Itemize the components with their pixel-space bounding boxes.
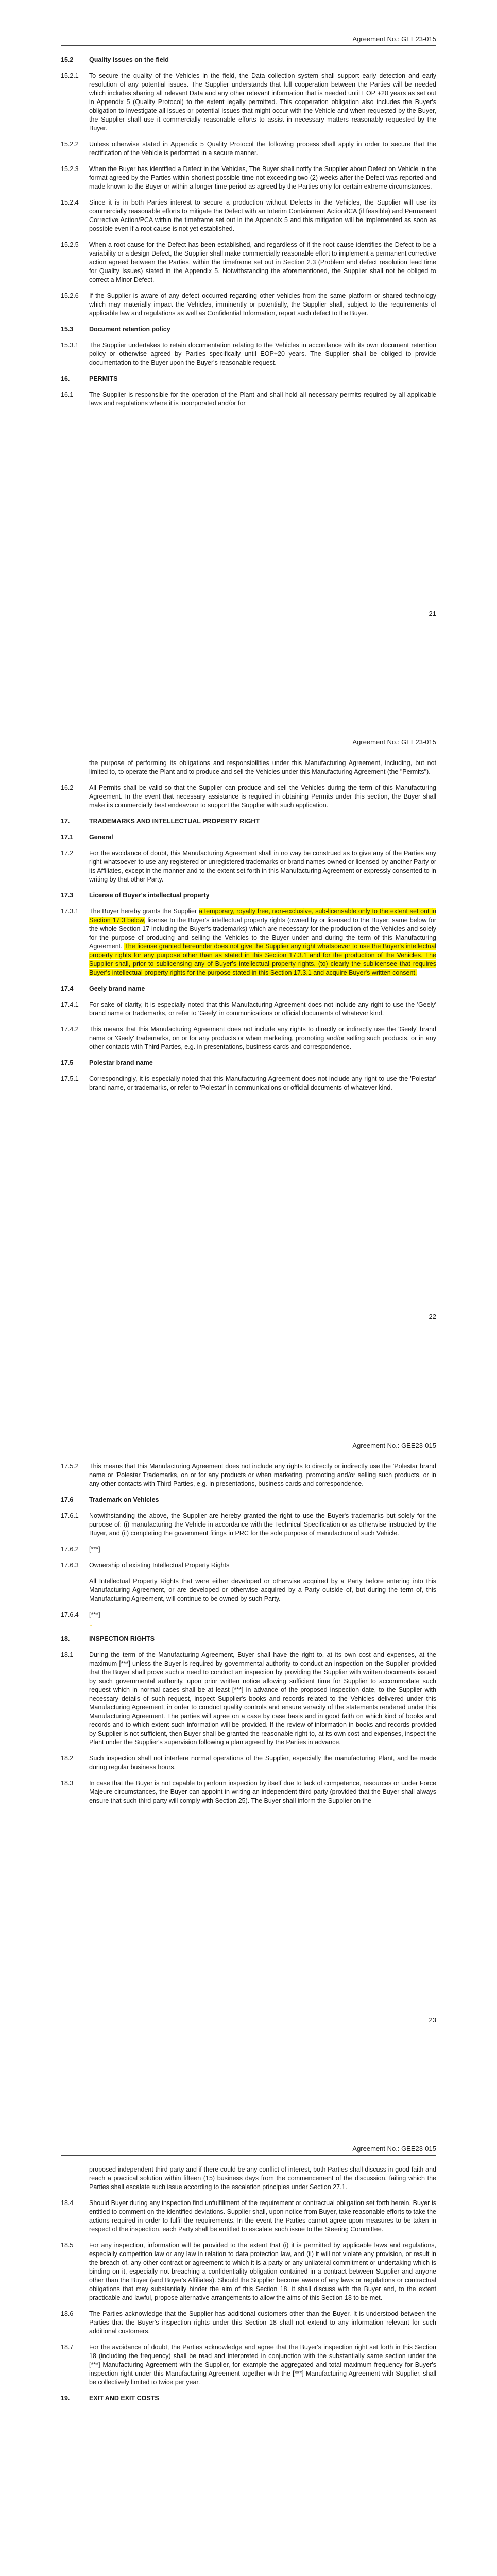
clause: 18.3 In case that the Buyer is not capable to perform inspection by itself due to lack of competence, resources or under Force Majeure circumstances, the Buyer can appoint in writing an independent third party (provided that the Buyer shall always ensure that such third party will comply with Section 25). The Buyer shall inform the Supplier on the — [61, 1780, 436, 1804]
clause: 18.6 The Parties acknowledge that the Supplier has additional customers other than the Buyer. It is understood between the Parties that the Buyer's inspection rights under this Section 18 shall not extend to any information relevant for such additional customers. — [61, 2310, 436, 2335]
document-page-21 — [0, 0, 497, 703]
clause: 17.5.1 Correspondingly, it is especially noted that this Manufacturing Agreement does not include any right to use the 'Polestar' brand name, or trademarks, or refer to 'Polestar' in communications or official documents of whatever kind. — [61, 1075, 436, 1091]
section-heading: 15.2 Quality issues on the field — [61, 56, 169, 63]
clause-text: The Buyer hereby grants the Supplier a temporary, royalty free, non-exclusive, sub-licensable only to the extent set out in Section 17.3 below, license to the Buyer's intellectual property rights (owned by or licensed to the Buyer; same below for the whole Section 17 including the Buyer's trademarks) which are necessary for the production of the Vehicles and solely for the purpose of producing and selling the Vehicles to the Buyer under and during the term of this Manufacturing Agreement. The license granted hereunder does not give the Supplier any right whatsoever to use the Buyer's intellectual property rights for any purpose other than as stated in this Section 17.3.1 and for the production of the Vehicles. The Supplier shall, prior to sublicensing any of Buyer's intellectual property rights, (to) clearly the sublicensee that requires Buyer's intellectual property rights for the purpose stated in this Section 17.3.1 and acquire Buyer's written consent. — [89, 908, 436, 976]
clause: 15.2.3 When the Buyer has identified a Defect in the Vehicles, The Buyer shall notify the Supplier about Defect on Vehicle in the format agreed by the Parties within shortest possible time not exceeding two (2) weeks after the Defect was reported and made known to the Buyer or within a longer time period as agreed by the Parties only for certain extreme circumstances. — [61, 165, 436, 190]
clause: 18.2 Such inspection shall not interfere normal operations of the Supplier, especially the manufacturing Plant, and be made during regular business hours. — [61, 1755, 436, 1771]
section-heading: 17.3 License of Buyer's intellectual property — [61, 892, 210, 899]
page-number: 23 — [429, 2016, 436, 2024]
clause: 15.2.1 To secure the quality of the Vehicles in the field, the Data collection system shall support early detection and early resolution of any potential issues. The Supplier understands that full cooperation between the Parties will be needed which includes sharing all relevant Data and any other relevant information that is needed until EOP +20 years as set out in Appendix 5 (Quality Protocol) to the extent legally permitted. This cooperation obligation also includes the Buyer's obligation to investigate all issues or potential issues that might occur with the Vehicle and when requested by the Buyer, the Supplier shall use it commercially reasonable efforts to assist in necessary matters reasonably requested by the Buyer. — [61, 72, 436, 132]
clause: 15.2.5 When a root cause for the Defect has been established, and regardless of if the root cause identifies the Defect to be a variability or a design Defect, the Supplier shall make commercially reasonable effort to implement a permanent corrective action agreed between the Parties, within the timeframe set out in Section 2.3 (Problem and defect resolution lead time for Quality Issues) stated in the Appendix 5. Notwithstanding the aforementioned, the Supplier shall not be obliged to correct a Minor Defect. — [61, 241, 436, 283]
clause: 18.5 For any inspection, information will be provided to the extent that (i) it is permitted by applicable laws and regulations, especially competition law or any law in relation to data protection law, and (ii) it will not violate any provision, or result in the breach of, any other contract or agreement to which it is a party or any unilateral commitment or undertaking which is binding on it, especially not breaching a confidentiality obligation contained in a contract between Supplier and anyone other than the Buyer (and Buyer's Affiliates). Should the Supplier become aware of any laws or regulations or contractual obligations that may substantially hinder the aim of this Section 18, it shall discuss with the Buyer and, to the extent practicable and lawful, propose alternative arrangements to allow the aims of this Section 18 to be met. — [61, 2242, 436, 2301]
section-heading: 17.4 Geely brand name — [61, 985, 145, 992]
section-heading: 17.5 Polestar brand name — [61, 1059, 153, 1066]
clause: 15.2.6 If the Supplier is aware of any defect occurred regarding other vehicles from the same platform or shared technology which may materially impact the Vehicles, imminently or potentially, the Supplier shall, subject to the requirements of applicable law and regulations as well as Confidential Information, report such defect to the Buyer. — [61, 292, 436, 317]
clause: 18.7 For the avoidance of doubt, the Parties acknowledge and agree that the Buyer's inspection right set forth in this Section 18 (including the frequency) shall be read and interpreted in conjunction with the substantially same section under the [***] Manufacturing Agreement with the Supplier, for example the aggregated and total maximum frequency for Buyer's inspection right under this Manufacturing Agreement together with the [***] Manufacturing Agreement with Supplier, shall be collectively limited to twice per year. — [61, 2344, 436, 2386]
page-content — [61, 1462, 436, 1812]
clause-continuation: proposed independent third party and if there could be any conflict of interest, both Parties shall discuss in good faith and reach a practical solution within fifteen (15) business days from the commencement of the discussion, failing which the Parties shall escalate such issue according to the escalation principles under Section 27.1. — [89, 2166, 436, 2191]
clause: 16.2 All Permits shall be valid so that the Supplier can produce and sell the Vehicles during the term of this Manufacturing Agreement. In the event that necessary assistance is required in obtaining Permits under this section, the Buyer shall make its commercially best endeavour to support the Supplier with such application. — [61, 784, 436, 809]
page-number: 22 — [429, 1313, 436, 1320]
clause: 16.1 The Supplier is responsible for the operation of the Plant and shall hold all necessary permits required by all applicable laws and regulations where it is incorporated and/or for — [61, 391, 436, 407]
header-divider — [61, 2155, 436, 2156]
clause: 17.6.3 Ownership of existing Intellectual Property Rights — [61, 1562, 230, 1569]
clause: 15.3.1 The Supplier undertakes to retain documentation relating to the Vehicles in accordance with its own document retention policy or otherwise agreed by Parties specifically until EOP+20 years. The Supplier shall be obliged to provide documentation to the Buyer upon the Buyer's reasonable request. — [61, 342, 436, 366]
clause: 17.2 For the avoidance of doubt, this Manufacturing Agreement shall in no way be construed as to give any of the Parties any right whatsoever to use any registered or unregistered trademarks or brand names owned or licensed by another Party or its Affiliates, except in the manner and to the extent set forth in this Manufacturing Agreement or expressly consented to in writing by that other Party. — [61, 850, 436, 883]
page-content — [61, 759, 436, 1099]
section-heading: 18. INSPECTION RIGHTS — [61, 1635, 155, 1642]
agreement-number-header: Agreement No.: GEE23-015 — [352, 1442, 436, 1449]
section-heading: 17. TRADEMARKS AND INTELLECTUAL PROPERTY RIGHT — [61, 818, 260, 825]
agreement-number-header: Agreement No.: GEE23-015 — [352, 2145, 436, 2153]
down-arrow-marker-icon: ↓ — [89, 1620, 93, 1628]
clause: 15.2.4 Since it is in both Parties interest to secure a production without Defects in the Vehicles, the Supplier will use its commercially reasonable efforts to mitigate the Defect with an Interim Containment Action/ICA (if feasible) and Permanent Corrective Action/PCA within the timeframe set out in the Appendix 5 and this mitigation will be implemented as soon as possible even if a root cause is not yet established. — [61, 199, 436, 232]
clause: 18.1 During the term of the Manufacturing Agreement, Buyer shall have the right to, at its own cost and expenses, at the maximum [***] unless the Buyer is required by governmental authority to conduct an inspection on the Supplier provided that the Buyer shall prove such a need to conduct an inspection by providing the Supplier with written documents issued by such governmental authority, upon prior written notice allowing sufficient time for Supplier to accommodate such request which in normal cases shall be at least [***] in advance of the proposed inspection date, to the Supplier with necessary details of such request, inspect Supplier's books and records related to the Vehicles delivered under this Manufacturing Agreement, in order to conduct quality controls and ensure veracity of the statements rendered under this Manufacturing Agreement. The parties will agree on a case by case basis and in good faith on which kind of books and records and to which extent such information will be provided. If the review of information in books and records provided by Supplier is not sufficient, then Buyer shall be granted the reasonable right to, at its own cost and expenses, inspect the Plant under the Supplier's supervision following a plan agreed by the Parties in advance. — [61, 1651, 436, 1746]
section-heading: 17.6 Trademark on Vehicles — [61, 1496, 159, 1503]
clause: 17.5.2 This means that this Manufacturing Agreement does not include any rights to directly or indirectly use the 'Polestar brand name or 'Polestar Trademarks, on or for any products or when marketing, promoting and/or selling such products, or in any other contacts with Third Parties, e.g. in presentations, business cards and correspondence. — [61, 1463, 436, 1487]
page-number: 21 — [429, 609, 436, 617]
section-heading: 19. EXIT AND EXIT COSTS — [61, 2395, 159, 2402]
clause: 17.6.2 [***] — [61, 1546, 100, 1553]
agreement-number-header: Agreement No.: GEE23-015 — [352, 35, 436, 43]
document-page-23 — [0, 1406, 497, 2110]
clause-continuation: the purpose of performing its obligations and responsibilities under this Manufacturing Agreement, including, but not limited to, to operate the Plant and to produce and sell the Vehicles under this Manufacturing Agreement (the "Permits"). — [89, 759, 436, 775]
clause: 15.2.2 Unless otherwise stated in Appendix 5 Quality Protocol the following process shall apply in order to secure that the rectification of the Vehicle is performed in a secure manner. — [61, 141, 436, 157]
agreement-number-header: Agreement No.: GEE23-015 — [352, 738, 436, 746]
clause: 17.6.4 [***] ↓ — [61, 1611, 436, 1628]
page-content — [61, 2165, 436, 2410]
clause: 17.6.1 Notwithstanding the above, the Supplier are hereby granted the right to use the Buyer's trademarks but solely for the purpose of: (i) manufacturing the Vehicle in accordance with the Technical Specification or as otherwise instructed by the Buyer, and (ii) completing the government filings in PRC for the sole purpose of manufacture of such Vehicle. — [61, 1512, 436, 1537]
section-heading: 16. PERMITS — [61, 375, 118, 382]
clause-continuation: All Intellectual Property Rights that were either developed or otherwise acquired by a Party before entering into this Manufacturing Agreement, or are developed or otherwise acquired by a Party outside of, but during the term of, this Manufacturing Agreement, will continue to be owned by such Party. — [89, 1578, 436, 1602]
highlighted-text: The license granted hereunder does not give the Supplier any right whatsoever to use the Buyer's intellectual property rights for any purpose other than as stated in this Section 17.3.1 and for the production of the Vehicles. The Supplier shall, prior to sublicensing any of Buyer's intellectual property rights, (to) clearly the sublicensee that requires Buyer's intellectual property rights for the purpose stated in this Section 17.3.1 and acquire Buyer's written consent. — [89, 943, 436, 976]
clause: 17.4.2 This means that this Manufacturing Agreement does not include any rights to directly or indirectly use the 'Geely' brand name or 'Geely' trademarks, on or for any products or when marketing, promoting and/or selling such products, or in any other contacts with Third Parties, e.g. in presentations, business cards and correspondence. — [61, 1026, 436, 1050]
header-divider — [61, 45, 436, 46]
document-page-22 — [0, 703, 497, 1406]
clause-highlighted: 17.3.1 The Buyer hereby grants the Supplier a temporary, royalty free, non-exclusive, sub-licensable only to the extent set out in Section 17.3 below, license to the Buyer's intellectual property rights (owned by or licensed to the Buyer; same below for the whole Section 17 including the Buyer's trademarks) which are necessary for the production of the Vehicles and solely for the purpose of producing and selling the Vehicles to the Buyer under and during the term of this Manufacturing Agreement. The license granted hereunder does not give the Supplier any right whatsoever to use the Buyer's intellectual property rights for any purpose other than as stated in this Section 17.3.1 and for the production of the Vehicles. The Supplier shall, prior to sublicensing any of Buyer's intellectual property rights, (to) clearly the sublicensee that requires Buyer's intellectual property rights for the purpose stated in this Section 17.3.1 and acquire Buyer's written consent. — [61, 908, 436, 976]
page-content — [61, 56, 436, 415]
clause: 17.4.1 For sake of clarity, it is especially noted that this Manufacturing Agreement does not include any right to use the 'Geely' brand name or trademarks, or refer to 'Geely' in communications or official documents of whatever kind. — [61, 1001, 436, 1017]
document-page-24 — [0, 2110, 497, 2576]
section-heading: 15.3 Document retention policy — [61, 326, 170, 333]
section-heading: 17.1 General — [61, 834, 113, 841]
highlighted-text: a temporary, royalty free, non-exclusive, sub-licensable only to the extent set out in Section 17.3 below, — [89, 908, 436, 924]
clause: 18.4 Should Buyer during any inspection find unfulfillment of the requirement or contractual obligation set forth herein, Buyer is entitled to comment on the identified deviations. Supplier shall, upon notice from Buyer, take reasonable efforts to take the actions required in order to fulfil the requirements. In the event the Parties cannot agree upon measures to be taken in respect of the inspection, each Party shall be entitled to escalate such issue to the Steering Committee. — [61, 2199, 436, 2233]
